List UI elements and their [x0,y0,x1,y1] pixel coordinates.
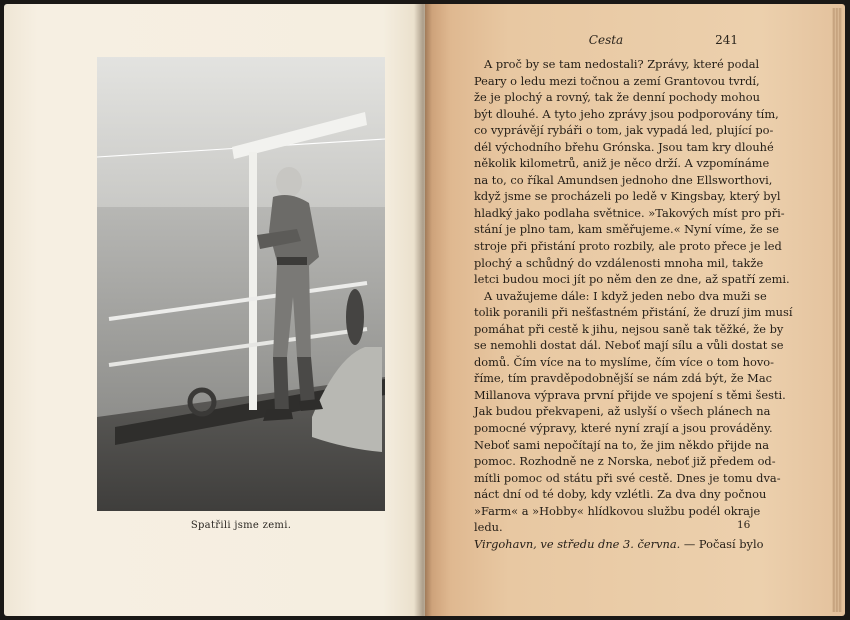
text-line: stroje při přistání proto rozbily, ale proto přece je led [474,239,782,254]
text-line: hladký jako podlaha světnice. »Takových míst pro při- [474,205,785,220]
text-line: »Farm« a »Hobby« hlídkovou službu podél okraje [474,503,761,518]
page-edges [832,8,842,612]
text-line: Millanova výprava první přijde ve spojení s těmi šesti. [474,387,786,402]
text-line: se nemohli dostat dál. Neboť mají sílu a vůli dostat se [474,338,784,353]
text-line: několik kilometrů, aniž je něco drží. A vzpomínáme [474,156,770,171]
text-line: mítli pomoc od státu při své cestě. Dnes je tomu dva- [474,470,781,485]
running-head [474,33,738,51]
text-line: A uvažujeme dále: I když jeden nebo dva muži se [484,288,767,303]
text-line: letci budou moci jít po něm den ze dne, až spatří zemi. [474,272,790,287]
text-line: že je plochý a rovný, tak že denní pochody mohou [474,90,760,105]
dateline: Virgohavn, ve středu dne 3. června. [474,536,681,551]
railing-post [249,152,257,410]
text-line: když jsme se procházeli po ledě v Kingsbay, který byl [474,189,781,204]
signature-mark: 16 [737,519,751,531]
sky [97,57,385,207]
dateline-rest: — Počasí bylo [680,536,764,551]
text-line: A proč by se tam nedostali? Zprávy, které podal [484,57,760,71]
text-line: Peary o ledu mezi točnou a zemí Grantovou tvrdí, [474,73,760,88]
photo-caption: Spatřili jsme zemi. [190,520,292,531]
book-gutter [414,4,432,616]
text-line: Neboť sami nepočítají na to, že jim někdo přijde na [474,437,769,452]
text-line: na to, co říkal Amundsen jednoho dne Ellsworthovi, [474,172,773,187]
text-line: pomoc. Rozhodně ne z Norska, neboť již předem od- [474,454,776,469]
text-line: pomáhat při cestě k jihu, nejsou saně tak těžké, že by [474,321,784,336]
text-line: stání je plno tam, kam směřujeme.« Nyní víme, že se [474,222,779,237]
chapter-title: Cesta [588,33,624,47]
text-line: domů. Čím více na to myslíme, čím více o tom hovo- [474,354,775,369]
text-line: plochý a schůdný do vzdálenosti mnoha mil, takže [474,255,764,270]
text-line: tolik poranili při nešťastném přistání, že druzí jim musí [474,305,793,320]
text-line: pomocné výpravy, které nyní zrají a jsou prováděny. [474,421,773,436]
photograph [97,57,385,511]
text-line: ledu. [474,520,503,535]
page-number: 241 [715,33,738,47]
text-line-final [474,536,764,553]
text-line: Jak budou překvapeni, až uslyší o všech plánech na [474,404,771,419]
lifebuoy [346,289,364,345]
text-line: náct dní od té doby, kdy vzlétli. Za dva dny počnou [474,487,767,502]
text-line: co vyprávějí rybáři o tom, jak vypadá led, plující po- [474,123,774,138]
text-line: říme, tím pravděpodobnější se nám zdá být, že Mac [474,371,773,386]
photograph-image [97,57,385,511]
text-line: být dlouhé. A tyto jeho zprávy jsou podporovány tím, [474,106,779,121]
text-line: dél východního břehu Grónska. Jsou tam kry dlouhé [474,139,774,154]
